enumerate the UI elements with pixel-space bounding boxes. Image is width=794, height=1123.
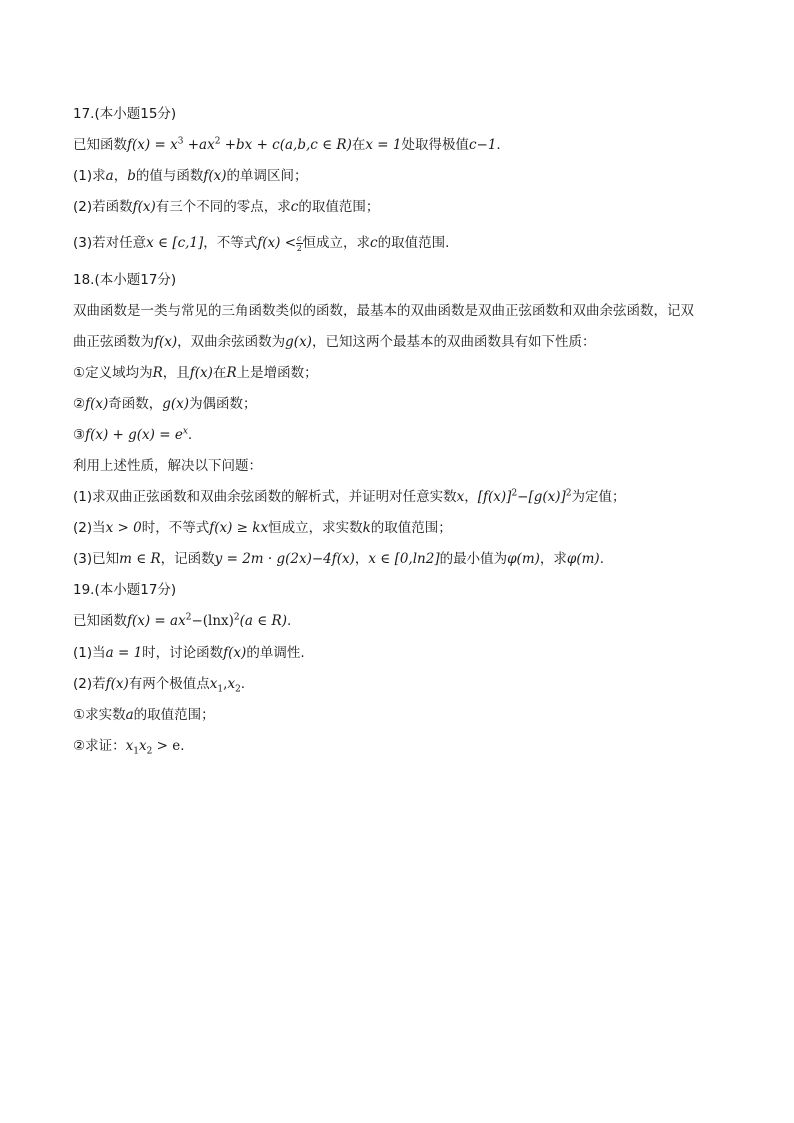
q17-part2 (73, 197, 734, 217)
q17-p3-domain: x ∈ [c,1] (146, 235, 204, 251)
q18-intro-gx: g(x) (285, 334, 312, 350)
q18-p1-sep: ， (464, 489, 478, 505)
q17-p3-end: 的取值范围. (377, 235, 450, 251)
q18-p3-prefix: (3)已知 (73, 551, 120, 567)
q18-p2-mid: 时，不等式 (141, 520, 210, 536)
q18-prop3-expr: f(x) + g(x) = e (85, 427, 183, 443)
q17-p2-end: 的取值范围； (298, 199, 380, 215)
q17-p1-a: a (105, 168, 114, 184)
q18-header (73, 270, 734, 290)
q18-prop3-exp: x (182, 426, 188, 437)
q19-header-text: 19.(本小题17分) (73, 582, 177, 598)
q19-p1-cond: a = 1 (105, 645, 143, 661)
q19-stem-expr: f(x) = ax (127, 613, 186, 629)
q18-p3-phi: φ(m) (507, 551, 540, 567)
q18-p1-prefix: (1)求双曲正弦函数和双曲余弦函数的解析式，并证明对任意实数 (73, 489, 457, 505)
q17-term-ax: +ax (183, 137, 215, 153)
q19-sub2 (73, 736, 734, 756)
q18-intro-a: 曲正弦函数为 (73, 334, 154, 350)
q19-stem-end: . (286, 613, 292, 629)
q18-prop1-fx: f(x) (189, 365, 213, 381)
q18-prop1-R2: R (226, 365, 237, 381)
q18-p1-end: 为定值； (571, 489, 626, 505)
q17-header (73, 104, 734, 124)
q17-eq: = (150, 137, 171, 153)
q19-p2-x2: x (227, 676, 236, 692)
q17-stem-end: . (496, 137, 501, 153)
q19-p1-end: 的单调性. (246, 645, 305, 661)
q18-intro-line2 (73, 332, 734, 352)
q19-sub2-rest: > e (152, 738, 181, 754)
q18-part2 (73, 518, 734, 538)
q18-p2-k: k (362, 520, 371, 536)
q17-p1-mid: 的值与函数 (135, 168, 204, 184)
q17-term-x: x (170, 137, 178, 153)
q18-intro-text1: 双曲函数是一类与常见的三角函数类似的函数，最基本的双曲函数是双曲正弦函数和双曲余弦函数，记双 (73, 303, 694, 319)
q17-extreme-value: c−1 (468, 137, 497, 153)
q18-intro-b: ，双曲余弦函数为 (177, 334, 286, 350)
q19-sub2-end: . (180, 738, 185, 754)
q18-p2-end: 的取值范围； (370, 520, 452, 536)
q19-p2-prefix: (2)若 (73, 676, 106, 692)
q18-p1-minus: − (517, 489, 529, 505)
q18-p3-mid: ，记函数 (160, 551, 215, 567)
q19-sub2-x2: x (138, 738, 147, 754)
q19-p2-comma: , (223, 676, 228, 692)
q19-p1-mid: 时，讨论函数 (142, 645, 224, 661)
q19-p2-fx: f(x) (105, 676, 129, 692)
q17-p1-sep: ， (113, 168, 128, 184)
q18-property1 (73, 363, 734, 383)
q19-stem-prefix: 已知函数 (73, 613, 127, 629)
q17-part3 (73, 233, 734, 253)
q17-fx: f(x) (127, 137, 151, 153)
q18-prop2-gx: g(x) (162, 396, 190, 412)
q18-p1-expr-a: [f(x)] (477, 489, 512, 505)
q17-p1-fx: f(x) (203, 168, 227, 184)
q17-term-rest: +bx + c(a,b,c ∈ R) (220, 137, 352, 153)
q17-p2-mid: 有三个不同的零点，求 (155, 199, 291, 215)
q18-intro-fx: f(x) (154, 334, 178, 350)
q17-p3-frac-den: 2 (296, 243, 302, 253)
q19-part1 (73, 643, 734, 663)
q19-header (73, 580, 734, 600)
q19-sub1-a: ①求实数 (73, 707, 126, 723)
q18-p3-sep: ， (354, 551, 369, 567)
q18-prop1-R: R (152, 365, 163, 381)
q19-part2 (73, 674, 734, 694)
q18-prop2-fx: f(x) (85, 396, 109, 412)
q18-p3-m: m ∈ R (119, 551, 161, 567)
q18-p2-cond: x > 0 (105, 520, 142, 536)
q18-property2 (73, 394, 734, 414)
q18-prop2-b: 奇函数， (108, 396, 163, 412)
q18-header-text: 18.(本小题17分) (73, 272, 177, 288)
q19-sub1 (73, 705, 734, 725)
q17-p3-c: c (370, 235, 378, 251)
q19-p2-x2-sub: 2 (235, 684, 241, 695)
q18-prop3-end: . (187, 427, 193, 443)
q19-stem-cond: (a ∈ R) (239, 613, 287, 629)
q17-p2-prefix: (2)若函数 (73, 199, 133, 215)
q18-prop2-c: 为偶函数； (189, 396, 257, 412)
q17-stem-mid: 在 (351, 137, 366, 153)
q17-part1 (73, 166, 734, 186)
q17-p1-b: b (127, 168, 136, 184)
q17-term-x-exp: 3 (177, 136, 184, 147)
q19-p1-prefix: (1)当 (73, 645, 106, 661)
q19-p2-x1: x (209, 676, 218, 692)
q19-stem (73, 611, 734, 631)
q18-p3-func: y = 2m · g(2x)−4f(x) (214, 551, 355, 567)
q18-p2-prefix: (2)当 (73, 520, 106, 536)
q18-prop2-a: ② (73, 396, 86, 412)
q18-part1 (73, 487, 734, 507)
q17-p1-end: 的单调区间； (226, 168, 308, 184)
q18-p3-mid2: 的最小值为 (439, 551, 508, 567)
q18-task-intro (73, 456, 734, 476)
q18-part3 (73, 549, 734, 569)
q18-task-intro-text: 利用上述性质，解决以下问题： (73, 458, 262, 474)
q17-stem-prefix: 已知函数 (73, 137, 127, 153)
q18-p1-x: x (456, 489, 465, 505)
q19-sub2-x1: x (125, 738, 134, 754)
q18-p3-end: . (599, 551, 604, 567)
q19-sub2-a: ②求证： (73, 738, 126, 754)
q18-p2-ineq: f(x) ≥ kx (209, 520, 269, 536)
q18-prop1-a: ①定义域均为 (73, 365, 153, 381)
q19-sub1-var: a (125, 707, 134, 723)
q18-prop1-b: ，且 (162, 365, 190, 381)
q17-p3-frac-num: c (297, 233, 302, 243)
q18-p3-domain: x ∈ [0,ln2] (368, 551, 440, 567)
q19-sub1-end: 的取值范围； (133, 707, 215, 723)
q18-prop1-c: 在 (212, 365, 227, 381)
q17-p3-ineq: f(x) < (257, 235, 297, 251)
q19-stem-exp2: 2 (233, 612, 240, 623)
q17-point: x = 1 (365, 137, 402, 153)
q17-p3-mid: ，不等式 (203, 235, 258, 251)
q19-p2-end: . (240, 676, 246, 692)
q18-p3-phi2: φ(m) (566, 551, 600, 567)
q19-p2-x1-sub: 1 (217, 684, 224, 695)
q18-p1-exp-a: 2 (511, 488, 518, 499)
q18-p2-mid2: 恒成立，求实数 (268, 520, 363, 536)
q18-prop3-a: ③ (73, 427, 86, 443)
q19-stem-exp: 2 (185, 612, 192, 623)
q17-term-ax-exp: 2 (214, 136, 221, 147)
q19-p1-fx: f(x) (223, 645, 247, 661)
q18-p3-mid3: ，求 (539, 551, 567, 567)
q17-p3-mid2: 恒成立，求 (302, 235, 371, 251)
q19-sub2-x2-sub: 2 (146, 746, 153, 757)
q17-p2-fx: f(x) (132, 199, 156, 215)
q17-p2-c: c (290, 199, 299, 215)
q19-p2-mid: 有两个极值点 (128, 676, 210, 692)
q18-property3 (73, 425, 734, 445)
q19-stem-expr2: −(lnx) (191, 613, 234, 629)
q17-stem (73, 135, 734, 155)
q18-intro-c: ，已知这两个最基本的双曲函数具有如下性质： (311, 334, 596, 350)
q17-stem-mid2: 处取得极值 (401, 137, 469, 153)
q17-p1-prefix: (1)求 (73, 168, 106, 184)
q19-sub2-x1-sub: 1 (133, 746, 139, 757)
q18-p1-exp-b: 2 (565, 488, 572, 499)
q18-intro-line1 (73, 301, 734, 321)
q17-header-text: 17.(本小题15分) (73, 106, 177, 122)
q18-prop1-d: 上是增函数； (236, 365, 318, 381)
q17-p3-prefix: (3)若对任意 (73, 235, 147, 251)
q18-p1-expr-b: [g(x)] (528, 489, 566, 505)
